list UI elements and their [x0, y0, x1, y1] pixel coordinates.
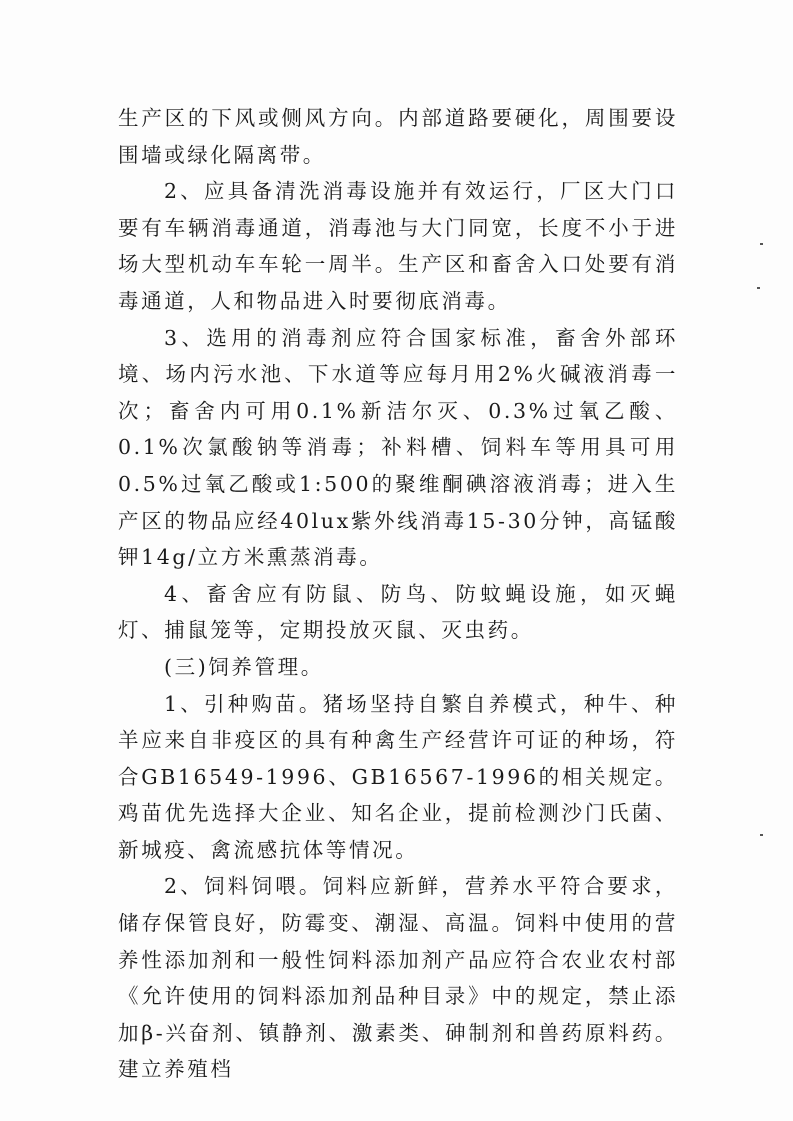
paragraph-breeding-stock: 1、引种购苗。猪场坚持自繁自养模式，种牛、种羊应来自非疫区的具有种禽生产经营许可证的种场，符合GB16549-1996、GB16567-1996的相关规定。鸡苗优先选择大企业、知名企业，提前检测沙门氏菌、新城疫、禽流感抗体等情况。 [118, 691, 678, 862]
section-heading-feeding-management: (三)饲养管理。 [164, 654, 324, 679]
paragraph-feed: 2、饲料饲喂。饲料应新鲜，营养水平符合要求，储存保管良好，防霉变、潮湿、高温。饲料中使用的营养性添加剂和一般性饲料添加剂产品应符合农业农村部《允许使用的饲料添加剂品种目录》中的规定，禁止添加β-兴奋剂、镇静剂、激素类、砷制剂和兽药原料药。建立养殖档 [118, 874, 678, 1082]
paragraph-continuation: 生产区的下风或侧风方向。内部道路要硬化，周围要设围墙或绿化隔离带。 [118, 106, 678, 167]
paragraph-disinfection-facilities: 2、应具备清洗消毒设施并有效运行，厂区大门口要有车辆消毒通道，消毒池与大门同宽，长度不小于进场大型机动车车轮一周半。生产区和畜舍入口处要有消毒通道，人和物品进入时要彻底消毒。 [118, 179, 678, 313]
paragraph-disinfectant-standards: 3、选用的消毒剂应符合国家标准，畜舍外部环境、场内污水池、下水道等应每月用2%火碱液消毒一次；畜舍内可用0.1%新洁尔灭、0.3%过氧乙酸、0.1%次氯酸钠等消毒；补料槽、饲料车等用具可用0.5%过氧乙酸或1:500的聚维酮碘溶液消毒；进入生产区的物品应经40lux紫外线消毒15-30分钟，高锰酸钾14g/立方米熏蒸消毒。 [118, 325, 678, 570]
paragraph-pest-control: 4、畜舍应有防鼠、防鸟、防蚊蝇设施，如灭蝇灯、捕鼠笼等，定期投放灭鼠、灭虫药。 [118, 581, 678, 643]
scan-speck [760, 243, 763, 245]
document-body [118, 100, 678, 1088]
scan-speck [760, 834, 763, 836]
scan-speck [757, 287, 760, 289]
